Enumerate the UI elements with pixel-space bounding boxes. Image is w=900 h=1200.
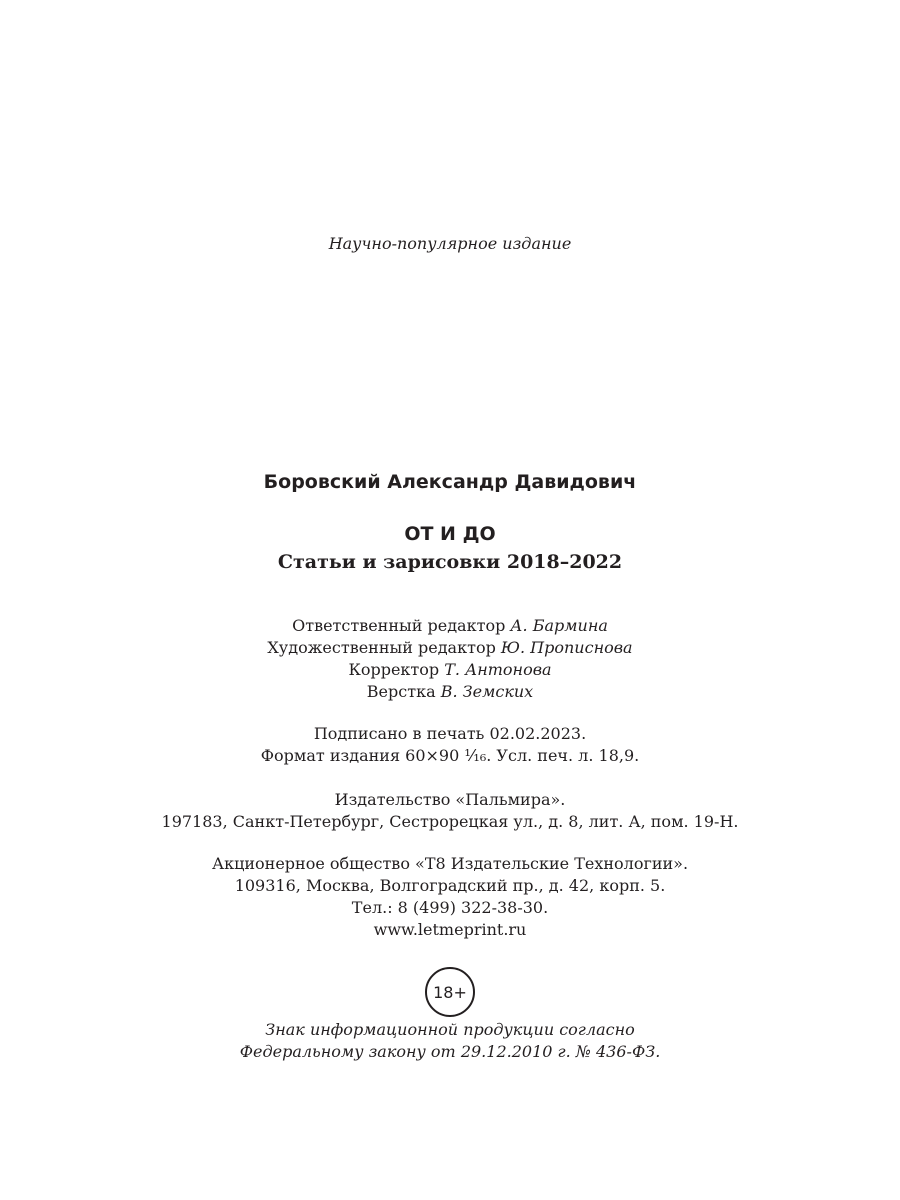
edition-type: Научно-популярное издание <box>328 234 572 253</box>
legal-note-line-2: Федеральному закону от 29.12.2010 г. № 436-ФЗ. <box>239 1042 661 1061</box>
credit-name: Ю. Прописнова <box>500 638 633 657</box>
credit-line-art-editor <box>0 637 900 659</box>
printer-name: Акционерное общество «Т8 Издательские Технологии». <box>211 854 689 873</box>
book-title: ОТ И ДО <box>404 523 496 545</box>
publisher-address: 197183, Санкт-Петербург, Сестрорецкая ул., д. 8, лит. А, пом. 19-Н. <box>161 812 739 831</box>
signed-to-print: Подписано в печать 02.02.2023. <box>313 724 587 743</box>
credit-name: Т. Антонова <box>444 660 552 679</box>
printer-website: www.letmeprint.ru <box>373 920 527 939</box>
printer-address: 109316, Москва, Волгоградский пр., д. 42, корп. 5. <box>234 876 666 895</box>
publisher-name: Издательство «Пальмира». <box>334 790 566 809</box>
book-subtitle: Статьи и зарисовки 2018–2022 <box>277 551 623 573</box>
credit-line-editor <box>0 615 900 637</box>
author-name: Боровский Александр Давидович <box>263 471 637 493</box>
age-rating-badge: 18+ <box>425 967 475 1017</box>
printer-phone: Тел.: 8 (499) 322-38-30. <box>351 898 549 917</box>
credit-name: В. Земских <box>440 682 534 701</box>
credit-line-proofreader <box>0 659 900 681</box>
credit-role: Ответственный редактор <box>292 616 506 635</box>
credit-name: А. Бармина <box>510 616 608 635</box>
print-format: Формат издания 60×90 ¹⁄₁₆. Усл. печ. л. 18,9. <box>260 746 640 765</box>
legal-note-line-1: Знак информационной продукции согласно <box>265 1020 635 1039</box>
credit-role: Художественный редактор <box>267 638 496 657</box>
credit-role: Верстка <box>366 682 436 701</box>
credit-line-layout <box>0 681 900 703</box>
credit-role: Корректор <box>348 660 440 679</box>
